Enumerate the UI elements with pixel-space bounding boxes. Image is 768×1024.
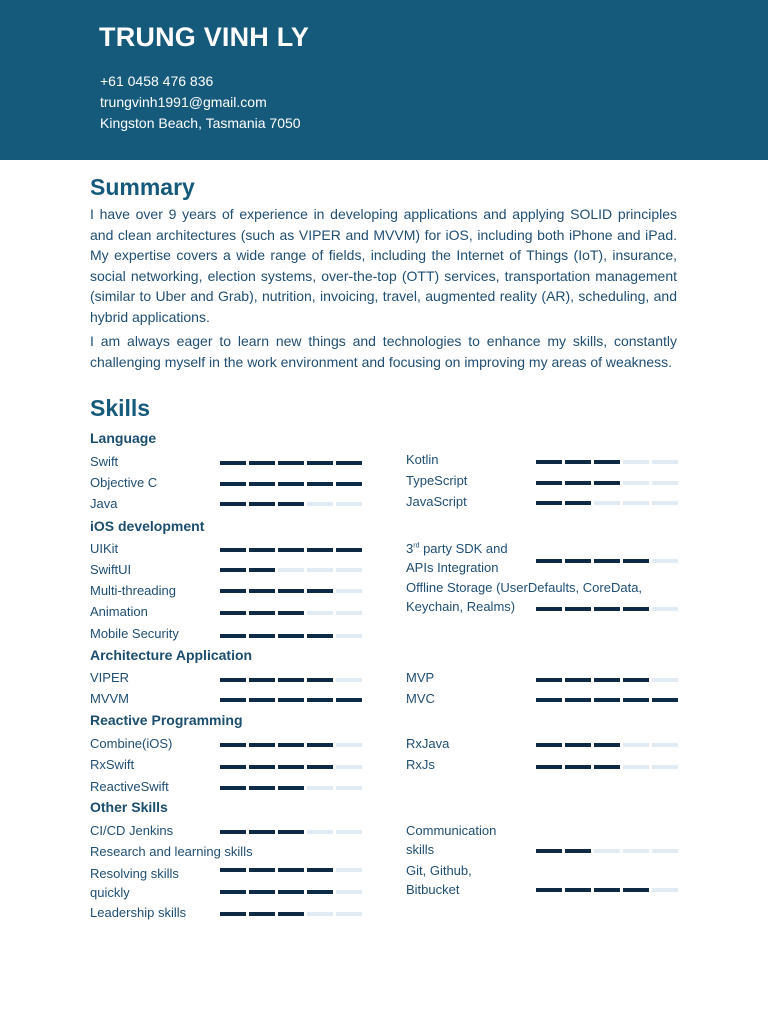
skill-label-java: Java [90, 496, 118, 511]
rating-segment-empty [623, 481, 649, 485]
skill-label-swift: Swift [90, 454, 119, 469]
skill-group-reactive: Reactive Programming [90, 712, 243, 728]
rating-segment-filled [536, 849, 562, 853]
skill-group-ios-development: iOS development [90, 518, 205, 534]
rating-segment-filled [536, 559, 562, 563]
rating-segment-empty [652, 460, 678, 464]
rating-segment-filled [594, 888, 620, 892]
skill-rating-leadership [220, 912, 365, 916]
rating-segment-filled [307, 678, 333, 682]
skill-rating-rxjs [536, 765, 681, 769]
rating-segment-filled [220, 765, 246, 769]
rating-segment-empty [594, 501, 620, 505]
rating-segment-filled [565, 698, 591, 702]
rating-segment-filled [307, 589, 333, 593]
rating-segment-filled [336, 548, 362, 552]
skill-label-reactiveswift: ReactiveSwift [90, 779, 169, 794]
skill-label-rxswift: RxSwift [90, 757, 135, 772]
rating-segment-filled [278, 502, 304, 506]
rating-segment-filled [536, 460, 562, 464]
skill-label-resolving [90, 865, 179, 902]
rating-segment-filled [278, 786, 304, 790]
skill-label-swiftui: SwiftUI [90, 562, 132, 577]
rating-segment-empty [652, 888, 678, 892]
rating-segment-filled [536, 501, 562, 505]
rating-segment-filled [220, 482, 246, 486]
skill-label-communication-line1: Communication [406, 823, 497, 838]
rating-segment-filled [623, 698, 649, 702]
rating-segment-filled [278, 482, 304, 486]
rating-segment-empty [307, 502, 333, 506]
rating-segment-empty [652, 765, 678, 769]
rating-segment-empty [336, 912, 362, 916]
rating-segment-filled [249, 743, 275, 747]
skill-rating-swift [220, 461, 365, 465]
skill-label-resolving-line2: quickly [90, 884, 130, 900]
skill-rating-reactiveswift [220, 786, 365, 790]
rating-segment-empty [652, 481, 678, 485]
rating-segment-filled [307, 765, 333, 769]
rating-segment-empty [652, 849, 678, 853]
rating-segment-filled [594, 678, 620, 682]
skill-rating-mvp [536, 678, 681, 682]
skill-rating-resolving [220, 890, 365, 894]
rating-segment-filled [536, 765, 562, 769]
skill-label-git-line1: Git, Github, [406, 863, 472, 878]
rating-segment-filled [536, 481, 562, 485]
summary-title: Summary [90, 174, 195, 200]
rating-segment-filled [220, 611, 246, 615]
rating-segment-empty [652, 559, 678, 563]
skill-group-other: Other Skills [90, 799, 168, 815]
skill-rating-objective-c [220, 482, 365, 486]
rating-segment-filled [594, 607, 620, 611]
rating-segment-empty [307, 830, 333, 834]
rating-segment-filled [565, 743, 591, 747]
skill-rating-multi-threading [220, 589, 365, 593]
skill-rating-swiftui [220, 568, 365, 572]
skill-rating-typescript [536, 481, 681, 485]
skill-rating-3rd-party-sdk [536, 559, 681, 563]
rating-segment-filled [336, 698, 362, 702]
rating-segment-filled [278, 548, 304, 552]
rating-segment-filled [565, 481, 591, 485]
skill-label-communication-line2: skills [406, 841, 435, 857]
skill-rating-rxswift [220, 765, 365, 769]
rating-segment-empty [336, 743, 362, 747]
rating-segment-filled [307, 743, 333, 747]
rating-segment-empty [652, 501, 678, 505]
rating-segment-filled [220, 502, 246, 506]
rating-segment-filled [278, 698, 304, 702]
skill-label-javascript: JavaScript [406, 494, 467, 509]
rating-segment-filled [220, 912, 246, 916]
skill-rating-viper [220, 678, 365, 682]
rating-segment-filled [220, 461, 246, 465]
skill-label-research: Research and learning skills [90, 844, 253, 859]
rating-segment-filled [249, 634, 275, 638]
rating-segment-filled [249, 482, 275, 486]
rating-segment-filled [278, 589, 304, 593]
rating-segment-empty [307, 611, 333, 615]
skill-label-3rd-party-num: 3 [406, 541, 414, 556]
skill-label-communication [406, 822, 496, 859]
rating-segment-filled [307, 461, 333, 465]
rating-segment-empty [307, 912, 333, 916]
skill-rating-research [220, 868, 365, 872]
email-address: trungvinh1991@gmail.com [100, 94, 267, 110]
skill-label-3rd-party-rest: party SDK and [419, 541, 508, 556]
rating-segment-filled [220, 589, 246, 593]
rating-segment-filled [220, 830, 246, 834]
skill-label-typescript: TypeScript [406, 473, 468, 488]
skill-rating-git [536, 888, 681, 892]
skill-label-rxjava: RxJava [406, 736, 450, 751]
rating-segment-filled [565, 765, 591, 769]
skill-label-mvp: MVP [406, 670, 435, 685]
rating-segment-filled [623, 607, 649, 611]
skill-rating-uikit [220, 548, 365, 552]
rating-segment-empty [336, 765, 362, 769]
rating-segment-filled [249, 765, 275, 769]
skill-label-offline-storage-line1: Offline Storage (UserDefaults, CoreData, [406, 580, 643, 595]
skill-rating-rxjava [536, 743, 681, 747]
rating-segment-filled [249, 698, 275, 702]
rating-segment-empty [594, 849, 620, 853]
rating-segment-filled [249, 502, 275, 506]
rating-segment-filled [652, 698, 678, 702]
skill-rating-mobile-security [220, 634, 365, 638]
rating-segment-empty [336, 830, 362, 834]
skill-label-resolving-line1: Resolving skills [90, 866, 179, 881]
rating-segment-filled [220, 634, 246, 638]
rating-segment-filled [307, 868, 333, 872]
rating-segment-empty [336, 678, 362, 682]
rating-segment-filled [249, 589, 275, 593]
rating-segment-filled [249, 611, 275, 615]
rating-segment-filled [623, 678, 649, 682]
rating-segment-filled [594, 698, 620, 702]
rating-segment-filled [278, 912, 304, 916]
rating-segment-filled [249, 678, 275, 682]
rating-segment-filled [220, 698, 246, 702]
rating-segment-empty [623, 460, 649, 464]
rating-segment-empty [623, 765, 649, 769]
rating-segment-filled [278, 678, 304, 682]
rating-segment-filled [249, 890, 275, 894]
rating-segment-empty [336, 868, 362, 872]
skill-label-mvvm: MVVM [90, 691, 129, 706]
rating-segment-filled [249, 830, 275, 834]
rating-segment-empty [623, 743, 649, 747]
rating-segment-filled [565, 888, 591, 892]
rating-segment-empty [278, 568, 304, 572]
rating-segment-filled [565, 501, 591, 505]
rating-segment-filled [565, 559, 591, 563]
rating-segment-filled [220, 743, 246, 747]
rating-segment-filled [278, 461, 304, 465]
rating-segment-filled [536, 698, 562, 702]
rating-segment-filled [565, 460, 591, 464]
rating-segment-filled [594, 460, 620, 464]
skill-rating-java [220, 502, 365, 506]
rating-segment-filled [249, 461, 275, 465]
skill-label-combine: Combine(iOS) [90, 736, 173, 751]
rating-segment-filled [623, 559, 649, 563]
skill-rating-combine [220, 743, 365, 747]
summary-paragraph-1: I have over 9 years of experience in developing applications and applying SOLID principles and clean architectures (such as VIPER and MVVM) for iOS, including both iPhone and iPad. My expertise covers a wide range of fields, including the Internet of Things (IoT), insurance, social networking, election systems, over-the-top (OTT) services, transportation management (similar to Uber and Grab), nutrition, invoicing, travel, augmented reality (AR), scheduling, and hybrid applications. [90, 206, 677, 325]
skill-rating-mvc [536, 698, 681, 702]
rating-segment-filled [249, 568, 275, 572]
rating-segment-filled [220, 568, 246, 572]
rating-segment-filled [249, 786, 275, 790]
rating-segment-filled [278, 868, 304, 872]
rating-segment-filled [278, 634, 304, 638]
phone-number: +61 0458 476 836 [100, 73, 214, 89]
skill-label-objective-c: Objective C [90, 475, 158, 490]
skill-group-language: Language [90, 430, 157, 446]
rating-segment-filled [565, 607, 591, 611]
rating-segment-filled [623, 888, 649, 892]
summary-paragraph-2: I am always eager to learn new things and technologies to enhance my skills, constantly challenging myself in the work environment and focusing on improving my areas of weakness. [90, 333, 677, 370]
rating-segment-filled [594, 765, 620, 769]
skill-label-git [406, 862, 472, 899]
skill-rating-javascript [536, 501, 681, 505]
location: Kingston Beach, Tasmania 7050 [100, 115, 301, 131]
skill-label-mobile-security: Mobile Security [90, 626, 179, 641]
rating-segment-empty [623, 849, 649, 853]
rating-segment-filled [249, 912, 275, 916]
rating-segment-filled [536, 607, 562, 611]
skill-rating-communication [536, 849, 681, 853]
skill-rating-mvvm [220, 698, 365, 702]
skill-label-uikit: UIKit [90, 541, 119, 556]
rating-segment-filled [307, 698, 333, 702]
rating-segment-filled [220, 890, 246, 894]
rating-segment-filled [307, 548, 333, 552]
skills-title: Skills [90, 395, 151, 421]
rating-segment-empty [623, 501, 649, 505]
rating-segment-filled [220, 868, 246, 872]
rating-segment-filled [536, 678, 562, 682]
rating-segment-filled [336, 461, 362, 465]
rating-segment-filled [220, 786, 246, 790]
rating-segment-empty [336, 502, 362, 506]
skill-rating-kotlin [536, 460, 681, 464]
rating-segment-filled [594, 743, 620, 747]
skill-label-cicd-jenkins: CI/CD Jenkins [90, 823, 174, 838]
skill-label-rxjs: RxJs [406, 757, 435, 772]
rating-segment-filled [307, 482, 333, 486]
rating-segment-filled [594, 481, 620, 485]
skill-label-mvc: MVC [406, 691, 435, 706]
rating-segment-filled [307, 634, 333, 638]
skill-label-git-line2: Bitbucket [406, 881, 460, 897]
rating-segment-filled [536, 743, 562, 747]
rating-segment-filled [307, 890, 333, 894]
rating-segment-filled [278, 830, 304, 834]
rating-segment-filled [278, 890, 304, 894]
skill-rating-animation [220, 611, 365, 615]
rating-segment-filled [536, 888, 562, 892]
rating-segment-empty [336, 890, 362, 894]
skill-label-multi-threading: Multi-threading [90, 583, 176, 598]
rating-segment-filled [594, 559, 620, 563]
skill-label-leadership: Leadership skills [90, 905, 187, 920]
skill-group-architecture: Architecture Application [90, 647, 253, 663]
rating-segment-filled [278, 611, 304, 615]
rating-segment-empty [336, 634, 362, 638]
rating-segment-filled [249, 868, 275, 872]
skill-label-viper: VIPER [90, 670, 130, 685]
rating-segment-empty [336, 589, 362, 593]
rating-segment-empty [652, 607, 678, 611]
rating-segment-empty [336, 568, 362, 572]
rating-segment-empty [307, 786, 333, 790]
rating-segment-filled [278, 743, 304, 747]
rating-segment-empty [336, 611, 362, 615]
rating-segment-empty [652, 743, 678, 747]
rating-segment-filled [249, 548, 275, 552]
rating-segment-filled [565, 849, 591, 853]
skill-label-3rd-party-sdk [406, 540, 508, 577]
skill-label-kotlin: Kotlin [406, 452, 439, 467]
skill-rating-offline-storage [536, 607, 681, 611]
rating-segment-empty [307, 568, 333, 572]
rating-segment-filled [336, 482, 362, 486]
header-banner [0, 0, 768, 160]
rating-segment-filled [220, 548, 246, 552]
skill-label-3rd-party-line2: APIs Integration [406, 559, 499, 575]
rating-segment-empty [336, 786, 362, 790]
skill-label-offline-storage-line2: Keychain, Realms) [406, 598, 516, 614]
rating-segment-filled [565, 678, 591, 682]
skill-rating-cicd-jenkins [220, 830, 365, 834]
rating-segment-empty [652, 678, 678, 682]
skill-label-animation: Animation [90, 604, 148, 619]
rating-segment-filled [278, 765, 304, 769]
candidate-name: TRUNG VINH LY [99, 22, 310, 52]
skill-label-3rd-party-sup: rd [413, 542, 420, 550]
rating-segment-filled [220, 678, 246, 682]
